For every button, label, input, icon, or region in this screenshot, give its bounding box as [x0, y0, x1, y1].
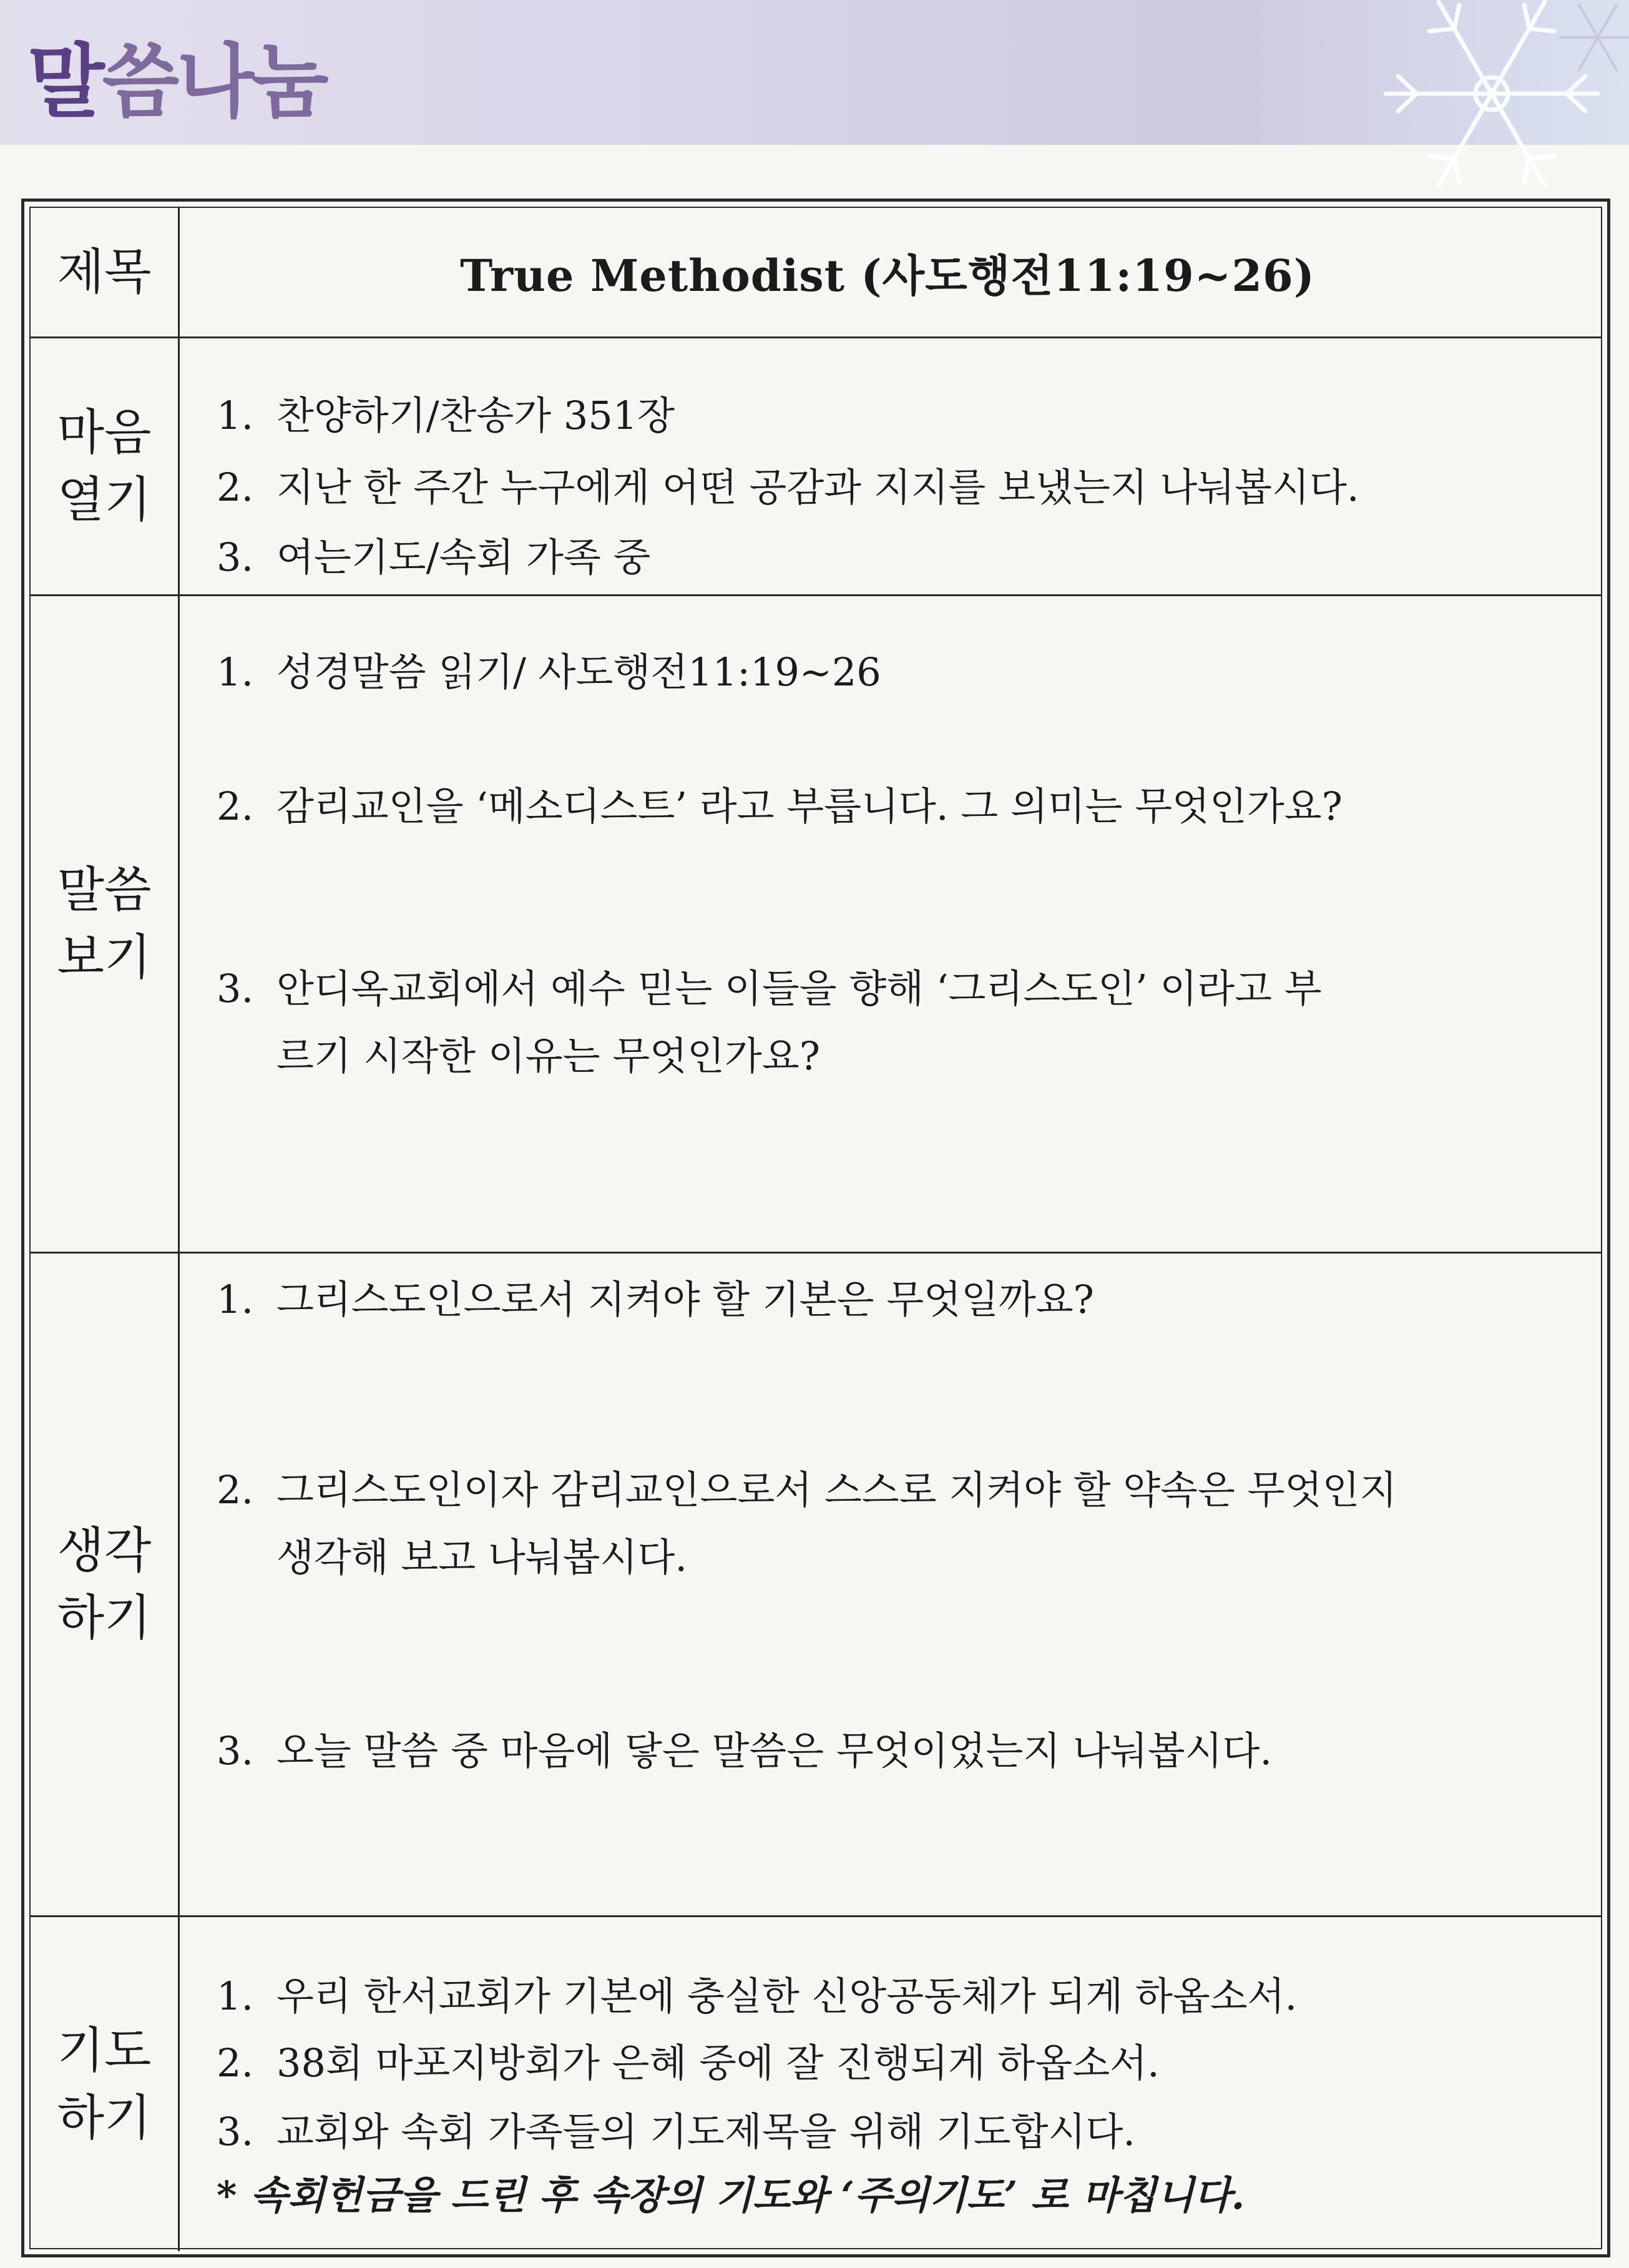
list-item: 3. 교회와 속회 가족들의 기도제목을 위해 기도합시다. [217, 2109, 1135, 2154]
section-content [187, 596, 1588, 1252]
section-reflect [31, 1254, 1601, 1917]
page-title-lead: 말 [27, 36, 102, 129]
section-pray [31, 1917, 1601, 2251]
section-label: 말씀 보기 [31, 596, 180, 1252]
section-label: 생각 하기 [31, 1254, 180, 1915]
section-label: 마음 열기 [31, 338, 180, 594]
section-open-heart [31, 338, 1601, 596]
list-item: 2. 지난 한 주간 누구에게 어떤 공감과 지지를 보냈는지 나눠봅시다. [217, 464, 1359, 510]
sharing-sheet [21, 199, 1610, 2257]
list-item: 1. 성경말씀 읽기/ 사도행전11:19~26 [217, 649, 881, 695]
list-item: 3. 오늘 말씀 중 마음에 닿은 말씀은 무엇이었는지 나눠봅시다. [217, 1728, 1273, 1774]
section-label: 기도 하기 [31, 1917, 180, 2251]
closing-note: * 속회헌금을 드린 후 속장의 기도와 ‘주의기도’ 로 마칩니다. [217, 2172, 1245, 2218]
list-item: 3. 여는기도/속회 가족 중 [217, 534, 651, 580]
section-content [187, 1254, 1588, 1915]
list-item: 1. 그리스도인으로서 지켜야 할 기본은 무엇일까요? [217, 1277, 1094, 1322]
section-content [187, 1917, 1588, 2251]
snowflake-icon [1304, 0, 1629, 206]
list-item: 3. 안디옥교회에서 예수 믿는 이들을 향해 ‘그리스도인’ 이라고 부 르기 시작한 이유는 무엇인가요? [217, 966, 1322, 1079]
list-item: 1. 찬양하기/찬송가 351장 [217, 393, 675, 438]
list-item: 2. 감리교인을 ‘메소디스트’ 라고 부릅니다. 그 의미는 무엇인가요? [217, 783, 1343, 829]
section-content [187, 338, 1588, 594]
list-item: 2. 그리스도인이자 감리교인으로서 스스로 지켜야 할 약속은 무엇인지 생각해 보고 나눠봅시다. [217, 1467, 1397, 1580]
list-item: 1. 우리 한서교회가 기본에 충실한 신앙공동체가 되게 하옵소서. [217, 1973, 1298, 2019]
page-title [27, 17, 326, 132]
title-row [31, 208, 1601, 338]
title-label: 제목 [31, 208, 180, 336]
page-title-rest: 씀나눔 [102, 36, 326, 129]
list-item: 2. 38회 마포지방회가 은혜 중에 잘 진행되게 하옵소서. [217, 2040, 1160, 2086]
sermon-title: True Methodist (사도행전11:19~26) [460, 249, 1315, 302]
title-content [187, 208, 1588, 336]
section-scripture [31, 596, 1601, 1254]
